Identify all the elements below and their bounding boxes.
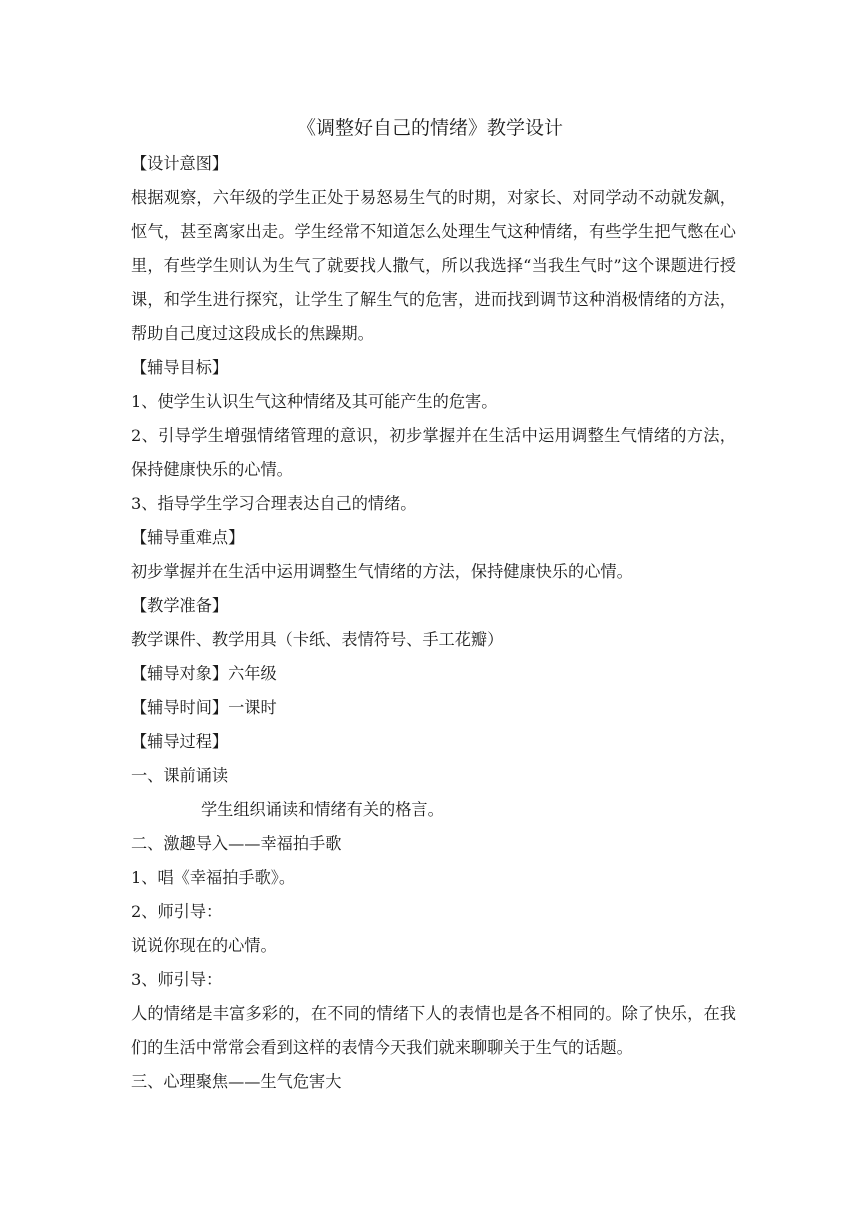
preparation-text: 教学课件、教学用具（卡纸、表情符号、手工花瓣） — [131, 630, 504, 649]
duration-heading: 【辅导时间】 — [131, 698, 229, 717]
goal-item-1: 1、使学生认识生气这种情绪及其可能产生的危害。 — [131, 392, 498, 411]
process-part2-heading: 二、激趣导入——幸福拍手歌 — [131, 834, 342, 853]
target-line — [131, 657, 736, 691]
process-part1-heading: 一、课前诵读 — [131, 766, 229, 785]
document-title: 《调整好自己的情绪》教学设计 — [296, 117, 563, 139]
key-points-heading: 【辅导重难点】 — [131, 528, 245, 547]
target-heading: 【辅导对象】 — [131, 664, 229, 683]
process-part2-step3-text: 人的情绪是丰富多彩的，在不同的情绪下人的表情也是各不相同的。除了快乐，在我们的生活中常常会看到这样的表情今天我们就来聊聊关于生气的话题。 — [131, 1004, 736, 1057]
goals-heading: 【辅导目标】 — [131, 358, 229, 377]
duration-value: 一课时 — [228, 698, 277, 717]
preparation-heading: 【教学准备】 — [131, 596, 229, 615]
target-value: 六年级 — [228, 664, 277, 683]
process-part2-step1: 1、唱《幸福拍手歌》。 — [131, 868, 296, 887]
process-part3-heading: 三、心理聚焦——生气危害大 — [131, 1072, 342, 1091]
design-intent-text: 根据观察，六年级的学生正处于易怒易生气的时期，对家长、对同学动不动就发飙，怄气，甚至离家出走。学生经常不知道怎么处理生气这种情绪，有些学生把气憋在心里，有些学生则认为生气了就要找人撒气，所以我选择“当我生气时”这个课题进行授课，和学生进行探究，让学生了解生气的危害，进而找到调节这种消极情绪的方法，帮助自己度过这段成长的焦躁期。 — [131, 188, 736, 343]
process-part2-step2: 2、师引导： — [131, 902, 223, 921]
duration-line — [131, 691, 736, 725]
key-points-text: 初步掌握并在生活中运用调整生气情绪的方法，保持健康快乐的心情。 — [131, 562, 633, 581]
process-part1-text: 学生组织诵读和情绪有关的格言。 — [201, 800, 444, 819]
process-part2-step2-text: 说说你现在的心情。 — [131, 936, 277, 955]
goal-item-3: 3、指导学生学习合理表达自己的情绪。 — [131, 494, 417, 513]
process-heading: 【辅导过程】 — [131, 732, 229, 751]
process-part2-step3: 3、师引导： — [131, 970, 223, 989]
goal-item-2: 2、引导学生增强情绪管理的意识，初步掌握并在生活中运用调整生气情绪的方法，保持健康快乐的心情。 — [131, 426, 736, 479]
document-body — [131, 147, 736, 1099]
design-intent-heading: 【设计意图】 — [131, 154, 229, 173]
